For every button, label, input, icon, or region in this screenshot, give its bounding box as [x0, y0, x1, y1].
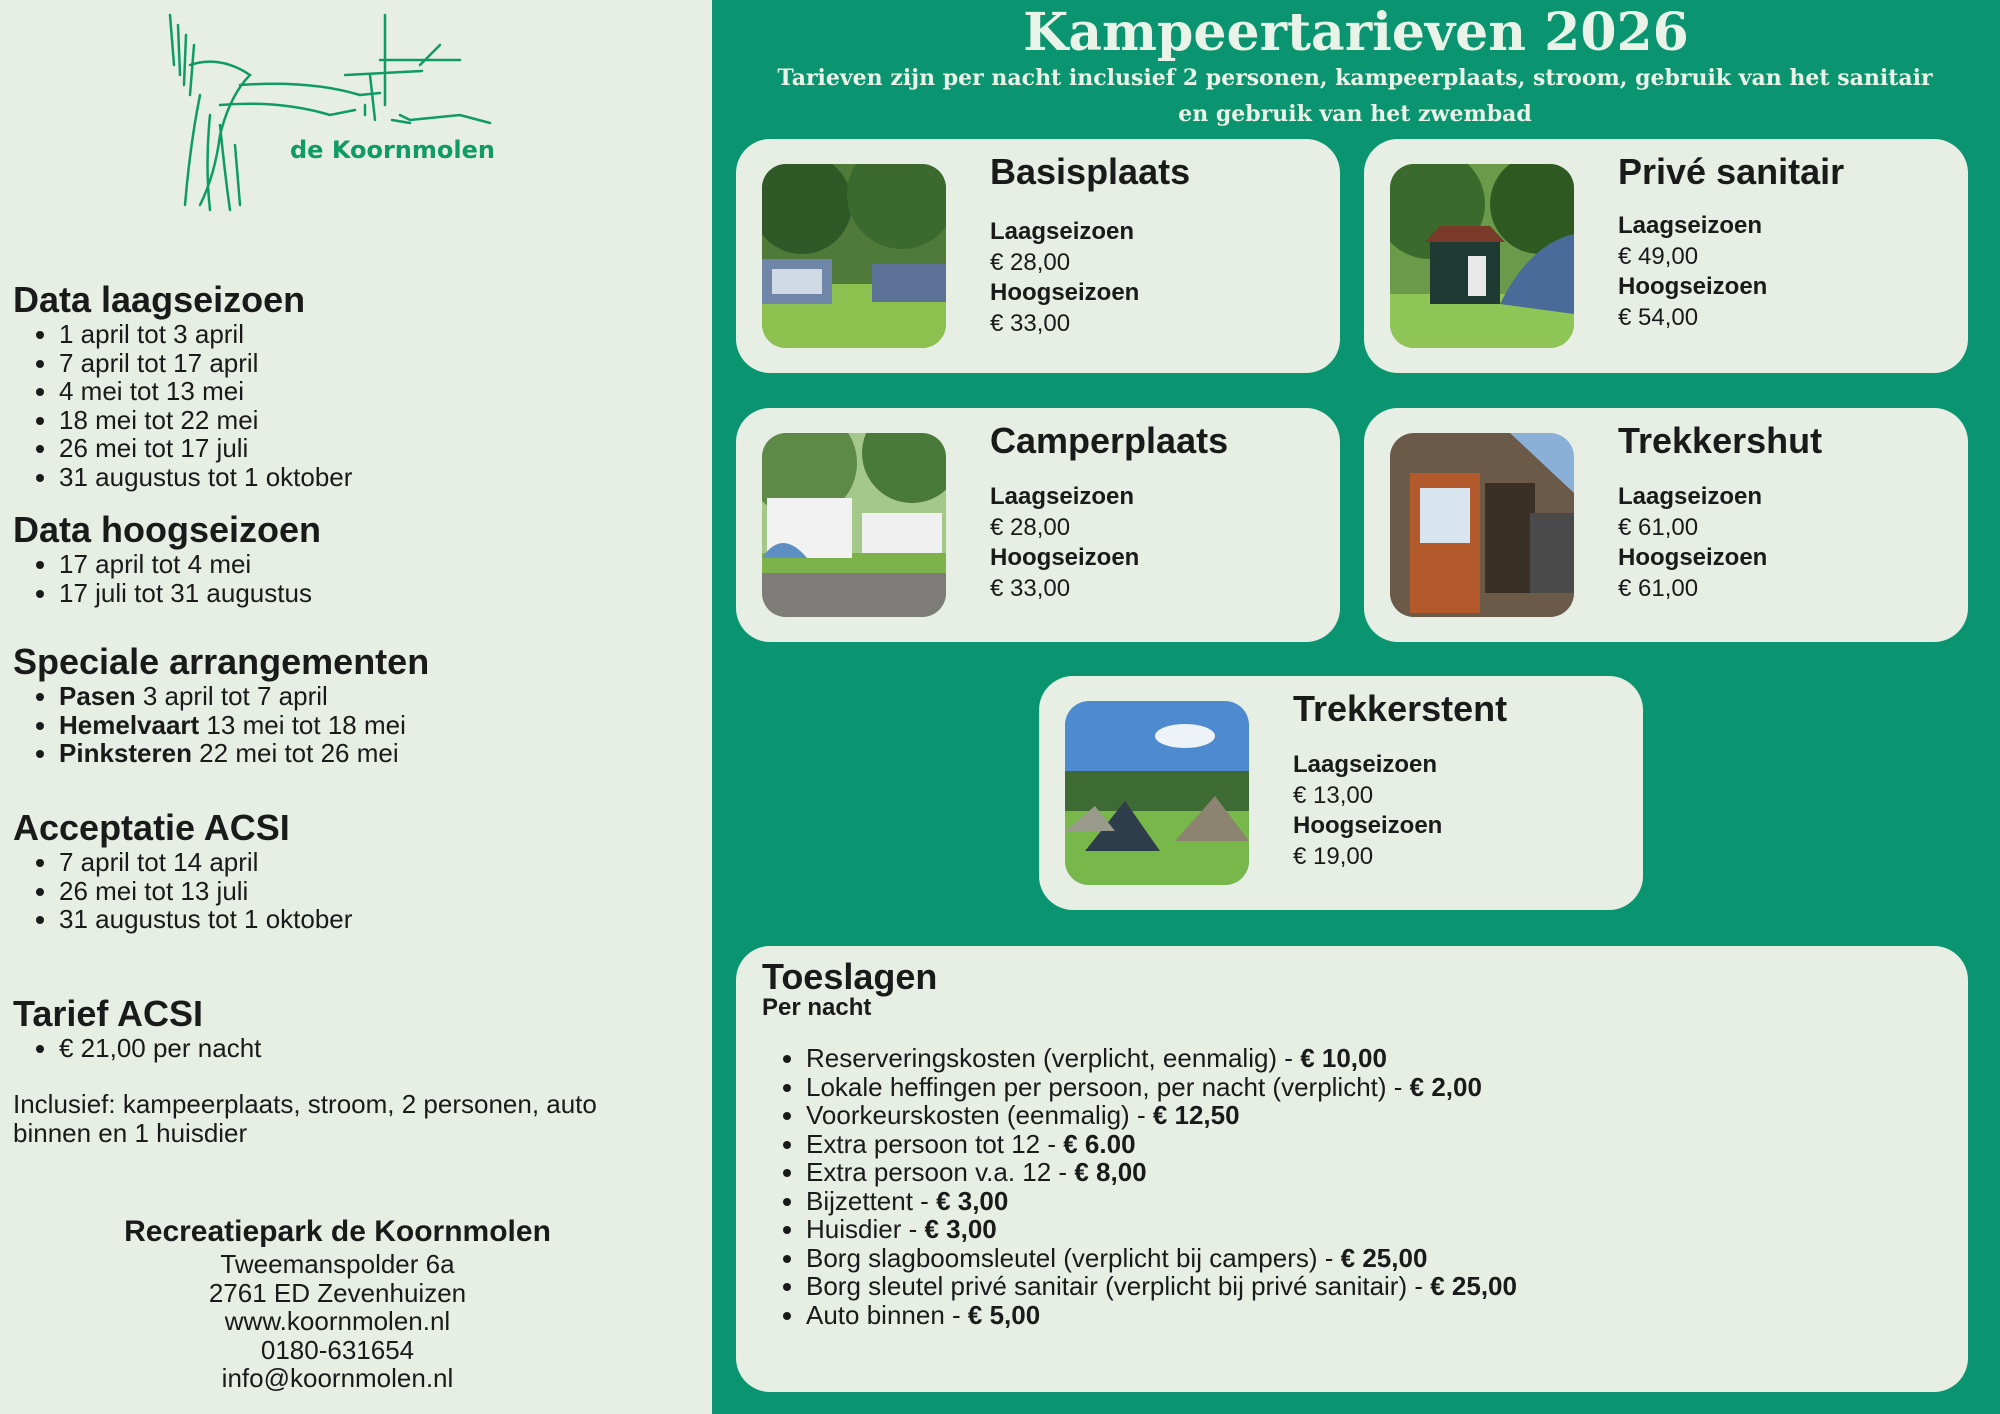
acsi-list [13, 848, 352, 934]
high-season-price: € 61,00 [1618, 574, 1699, 602]
left-panel [0, 0, 712, 1414]
high-season-price: € 19,00 [1293, 842, 1374, 870]
surcharge-label: Voorkeurskosten (eenmalig) - [806, 1100, 1153, 1130]
surcharge-label: Huisdier - [806, 1214, 925, 1244]
inclusief-note: Inclusief: kampeerplaats, stroom, 2 personen, auto binnen en 1 huisdier [13, 1089, 597, 1148]
tarief-list [13, 1034, 261, 1063]
low-season-price: € 13,00 [1293, 781, 1374, 809]
arrangement-name: Hemelvaart [59, 709, 200, 740]
trekkershut-photo [1390, 433, 1574, 617]
email-link[interactable]: info@koornmolen.nl [221, 1363, 454, 1393]
laagseizoen-title: Data laagseizoen [13, 279, 306, 320]
card-trekkershut [1364, 408, 1968, 642]
list-item [806, 1301, 1517, 1330]
surcharge-label: Lokale heffingen per persoon, per nacht (verplicht) - [806, 1071, 1410, 1102]
card-rates [1618, 482, 1767, 604]
list-item [59, 682, 429, 711]
surcharge-label: Extra persoon v.a. 12 - [806, 1157, 1075, 1187]
surcharge-label: Reserveringskosten (verplicht, eenmalig) - [806, 1043, 1301, 1073]
list-item: • € 21,00 per nacht [59, 1034, 261, 1063]
low-season-price: € 61,00 [1618, 513, 1699, 541]
surcharge-label: Bijzettent - [806, 1185, 937, 1216]
low-season-price: € 49,00 [1618, 242, 1699, 270]
list-item: • 18 mei tot 22 mei [59, 406, 352, 435]
camperplaats-photo [762, 433, 946, 617]
list-item [806, 1101, 1517, 1130]
prive-sanitair-photo [1390, 164, 1574, 348]
low-season-price: € 28,00 [990, 513, 1071, 541]
list-item: • 4 mei tot 13 mei [59, 377, 352, 406]
card-title: Privé sanitair [1618, 151, 1845, 192]
low-season-label: Laagseizoen [990, 218, 1135, 245]
speciale-list [13, 682, 429, 768]
surcharge-label: Borg slagboomsleutel (verplicht bij campers) - [806, 1242, 1341, 1273]
low-season-label: Laagseizoen [1618, 212, 1763, 239]
card-title: Trekkerstent [1293, 688, 1508, 729]
list-item [806, 1130, 1517, 1159]
arrangement-name: Pasen [59, 681, 136, 711]
hoogseizoen-title: Data hoogseizoen [13, 509, 322, 550]
low-season-price: € 28,00 [990, 248, 1071, 276]
website-link[interactable]: www.koornmolen.nl [224, 1306, 451, 1336]
list-item: • 17 juli tot 31 augustus [59, 579, 321, 608]
card-rates [1293, 750, 1442, 872]
list-item [806, 1187, 1517, 1216]
surcharge-price: € 8,00 [1074, 1157, 1147, 1187]
logo-text: de Koornmolen [290, 136, 495, 164]
arrangement-name: Pinksteren [59, 738, 192, 768]
surcharge-price: € 25,00 [1430, 1271, 1517, 1301]
laagseizoen-list [13, 320, 352, 491]
toeslagen-title: Toeslagen [762, 956, 938, 997]
page-subtitle: Tarieven zijn per nacht inclusief 2 personen, kampeerplaats, stroom, gebruik van het sanitair en gebruik van het zwembad [777, 65, 1933, 127]
card-trekkerstent [1039, 676, 1643, 910]
basisplaats-photo [762, 164, 946, 348]
card-camperplaats [736, 408, 1340, 642]
surcharge-price: € 12,50 [1152, 1100, 1240, 1130]
high-season-label: Hoogseizoen [1618, 544, 1768, 571]
card-prive-sanitair [1364, 139, 1968, 373]
surcharge-price: € 10,00 [1300, 1043, 1387, 1073]
list-item [806, 1244, 1517, 1273]
address-street: Tweemanspolder 6a [220, 1249, 455, 1279]
card-basisplaats [736, 139, 1340, 373]
toeslagen-subtitle: Per nacht [762, 994, 872, 1021]
card-rates [990, 482, 1139, 604]
list-item [806, 1044, 1517, 1073]
list-item [806, 1158, 1517, 1187]
address-block [0, 1214, 675, 1393]
arrangement-dates: 13 mei tot 18 mei [199, 709, 406, 740]
high-season-price: € 33,00 [990, 309, 1071, 337]
card-title: Trekkershut [1618, 420, 1823, 461]
section-speciale-arrangementen [13, 642, 429, 768]
list-item [59, 711, 429, 740]
list-item: • 7 april tot 14 april [59, 848, 352, 877]
phone-number[interactable]: 0180-631654 [260, 1334, 415, 1365]
high-season-label: Hoogseizoen [990, 544, 1140, 571]
koornmolen-logo [160, 5, 540, 215]
surcharge-price: € 3,00 [936, 1185, 1009, 1216]
list-item: • 31 augustus tot 1 oktober [59, 463, 352, 492]
card-title: Camperplaats [990, 420, 1229, 461]
list-item: • 1 april tot 3 april [59, 320, 352, 349]
card-title: Basisplaats [990, 151, 1191, 192]
high-season-price: € 54,00 [1618, 303, 1699, 331]
card-rates [990, 217, 1139, 339]
surcharge-price: € 6.00 [1063, 1128, 1136, 1159]
list-item: • 31 augustus tot 1 oktober [59, 905, 352, 934]
section-hoogseizoen [13, 510, 321, 607]
section-tarief-acsi [13, 994, 261, 1063]
list-item: • 26 mei tot 13 juli [59, 877, 352, 906]
surcharge-price: € 5,00 [967, 1299, 1041, 1330]
high-season-price: € 33,00 [990, 574, 1071, 602]
speciale-title: Speciale arrangementen [13, 641, 430, 682]
card-rates [1618, 211, 1767, 333]
section-laagseizoen [13, 280, 352, 491]
trekkerstent-photo [1065, 701, 1249, 885]
acsi-title: Acceptatie ACSI [13, 807, 290, 848]
low-season-label: Laagseizoen [990, 483, 1135, 510]
surcharge-price: € 2,00 [1409, 1071, 1482, 1102]
surcharge-label: Auto binnen - [806, 1299, 968, 1330]
section-acceptatie-acsi [13, 808, 352, 934]
hoogseizoen-list [13, 550, 321, 607]
list-item [59, 739, 429, 768]
arrangement-dates: 3 april tot 7 april [135, 681, 328, 711]
address-city: 2761 ED Zevenhuizen [208, 1277, 467, 1308]
list-item [806, 1272, 1517, 1301]
list-item: • 17 april tot 4 mei [59, 550, 321, 579]
low-season-label: Laagseizoen [1618, 483, 1763, 510]
surcharge-price: € 3,00 [924, 1214, 997, 1244]
surcharge-label: Extra persoon tot 12 - [806, 1128, 1064, 1159]
page-title: Kampeertarieven 2026 [1023, 2, 1689, 63]
list-item [806, 1073, 1517, 1102]
surcharge-label: Borg sleutel privé sanitair (verplicht bij privé sanitair) - [806, 1271, 1431, 1301]
low-season-label: Laagseizoen [1293, 751, 1438, 778]
list-item: • 26 mei tot 17 juli [59, 434, 352, 463]
arrangement-dates: 22 mei tot 26 mei [191, 738, 399, 768]
tarief-title: Tarief ACSI [13, 993, 204, 1034]
toeslagen-card [736, 946, 1968, 1392]
list-item: • 7 april tot 17 april [59, 349, 352, 378]
high-season-label: Hoogseizoen [1618, 273, 1768, 300]
list-item [806, 1215, 1517, 1244]
high-season-label: Hoogseizoen [1293, 812, 1443, 839]
high-season-label: Hoogseizoen [990, 279, 1140, 306]
toeslagen-list [762, 1044, 1517, 1329]
park-name: Recreatiepark de Koornmolen [124, 1215, 551, 1248]
surcharge-price: € 25,00 [1340, 1242, 1428, 1273]
